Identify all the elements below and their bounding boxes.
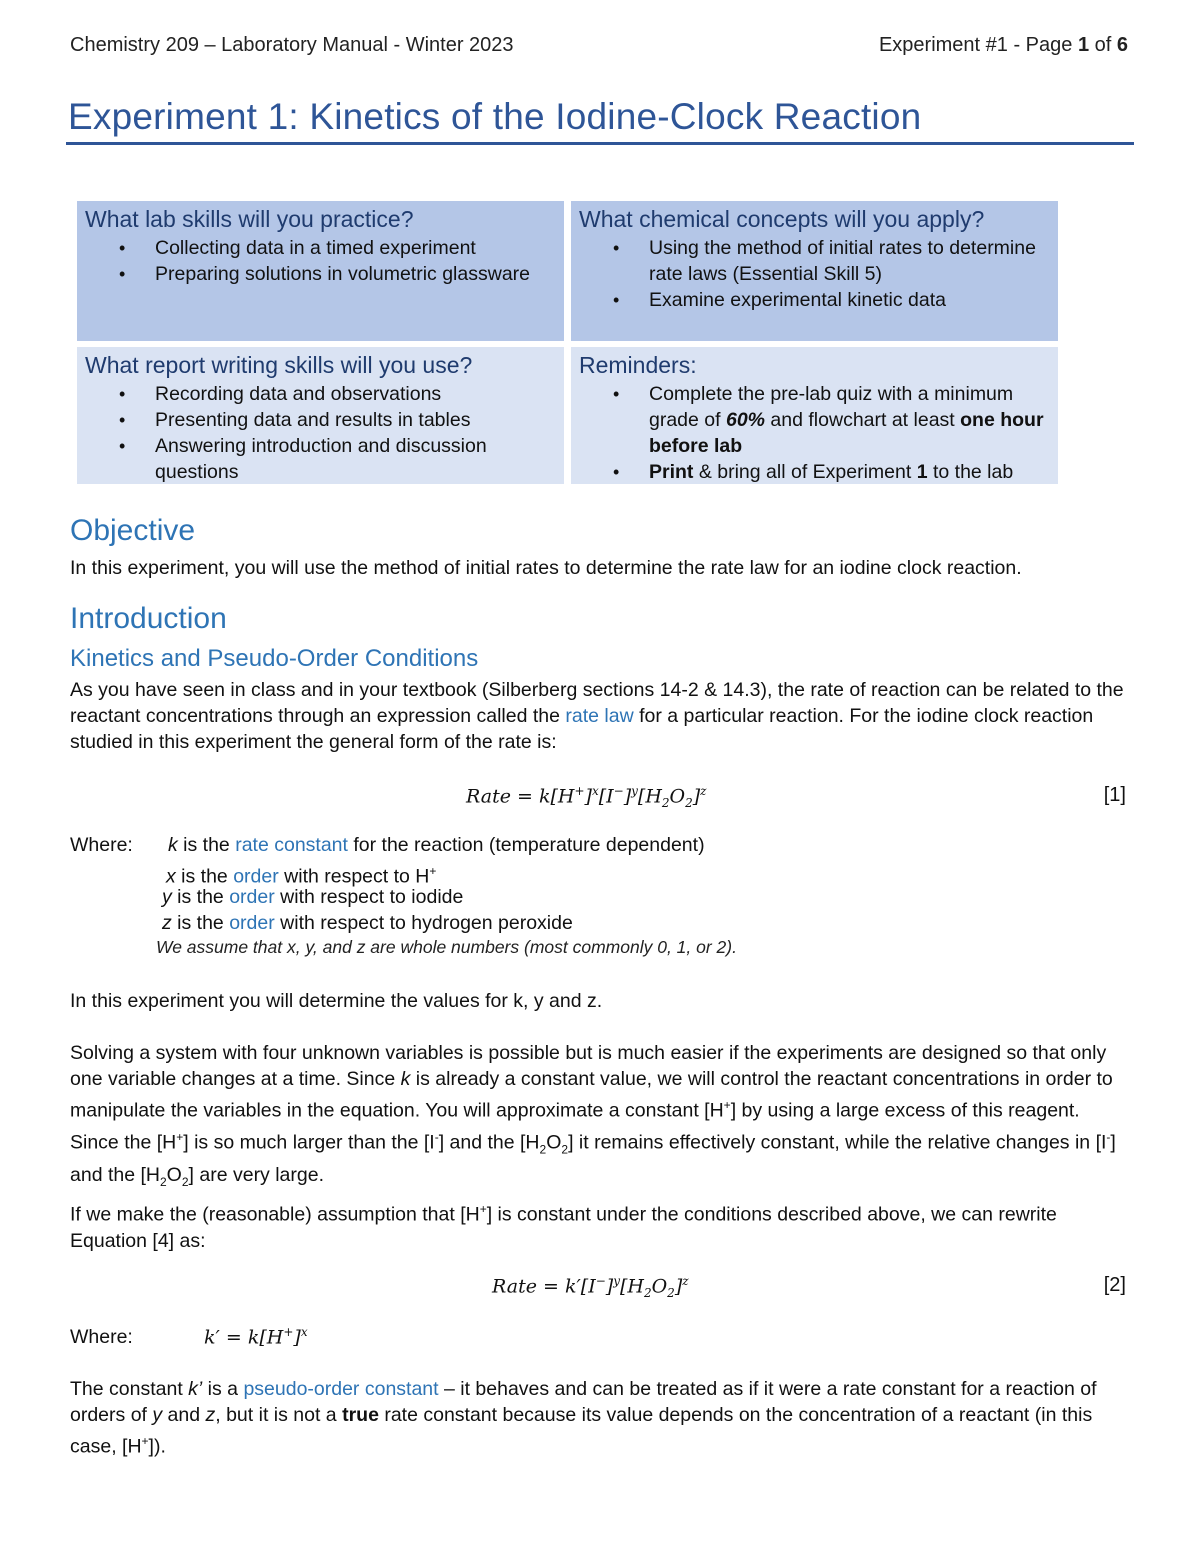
list-item: • Preparing solutions in volumetric glassware xyxy=(155,261,556,287)
lab-skills-list xyxy=(85,235,556,287)
assumption-note: We assume that x, y, and z are whole numbers (most commonly 0, 1, or 2). xyxy=(156,937,737,957)
lab-skills-heading: What lab skills will you practice? xyxy=(85,206,414,232)
list-item: • Collecting data in a timed experiment xyxy=(155,235,556,261)
list-item: • Recording data and observations xyxy=(155,381,556,407)
title-underline xyxy=(66,142,1134,145)
list-item: • Examine experimental kinetic data xyxy=(649,287,1050,313)
kinetics-subheading: Kinetics and Pseudo-Order Conditions xyxy=(70,645,479,672)
determine-values-paragraph: In this experiment you will determine the values for k, y and z. xyxy=(70,990,603,1012)
list-item: • Print & bring all of Experiment 1 to the lab xyxy=(649,459,1050,485)
lab-skills-box xyxy=(77,201,564,341)
assumption-paragraph: If we make the (reasonable) assumption that [H+] is constant under the conditions described above, we can rewrite Equation [4] as: xyxy=(70,1202,1057,1252)
list-item: • Using the method of initial rates to determine rate laws (Essential Skill 5) xyxy=(649,235,1050,287)
where-label-2: Where: xyxy=(70,1326,133,1348)
reminders-box xyxy=(571,347,1058,484)
rate-law-equation: Rate = $k[H^+]^x[I^-]^y[H_2O_2]^z$ xyxy=(466,784,707,811)
rate-law-paragraph: As you have seen in class and in your textbook (Silberberg sections 14-2 & 14.3), the rate of reaction can be related to the reactant concentrations through an expression called the rate law for a particular reaction. For the iodine clock reaction studied in this experiment the general form of the rate is: xyxy=(70,679,1124,753)
list-item: • Answering introduction and discussion questions xyxy=(155,433,556,485)
chemical-concepts-box xyxy=(571,201,1058,341)
where-label: Where: xyxy=(70,834,133,856)
list-item: • Presenting data and results in tables xyxy=(155,407,556,433)
reminders-list xyxy=(579,381,1050,485)
pseudo-rate-law-equation: Rate = $k'[I^-]^y[H_2O_2]^z$ xyxy=(492,1274,689,1301)
report-skills-box xyxy=(77,347,564,484)
report-skills-heading: What report writing skills will you use? xyxy=(85,352,473,378)
running-header-page: Experiment #1 - Page 1 of 6 xyxy=(878,34,1128,56)
running-header-course: Chemistry 209 – Laboratory Manual - Winter 2023 xyxy=(70,34,514,56)
definition-x: x is the order with respect to H+ xyxy=(166,864,437,888)
chemical-concepts-list xyxy=(579,235,1050,313)
objective-text: In this experiment, you will use the method of initial rates to determine the rate law for an iodine clock reaction. xyxy=(70,557,1022,579)
pseudo-constant-paragraph: The constant k’ is a pseudo-order constant – it behaves and can be treated as if it were a rate constant for a reaction of orders of y and z, but it is not a true rate constant because its value depends on the concentration of a reactant (in this case, [H+]). xyxy=(70,1378,1097,1458)
document-title: Experiment 1: Kinetics of the Iodine-Clock Reaction xyxy=(68,96,922,137)
list-item: • Complete the pre-lab quiz with a minimum grade of 60% and flowchart at least one hour before lab xyxy=(649,381,1050,459)
chemical-concepts-heading: What chemical concepts will you apply? xyxy=(579,206,985,232)
introduction-heading: Introduction xyxy=(70,602,227,635)
equation-number-1: [1] xyxy=(1103,784,1126,806)
pseudo-order-paragraph: Solving a system with four unknown variables is possible but is much easier if the experiments are designed so that only one variable changes at a time. Since k is already a constant value, we will control the reactant concentrations in order to manipulate the variables in the equation. You will approximate a constant [H+] by using a large excess of this reagent. Since the [H+] is so much larger than the [I-] and the $[H_2O_2]$ it remains effectively constant, while the relative changes in [I-] and the $[H_2O_2]$ are very large. xyxy=(70,1042,1116,1189)
equation-number-2: [2] xyxy=(1103,1274,1126,1296)
objective-heading: Objective xyxy=(70,514,196,547)
report-skills-list xyxy=(85,381,556,485)
reminders-heading: Reminders: xyxy=(579,352,697,378)
info-grid xyxy=(77,201,1058,484)
k-prime-definition: $k' = k[H^+]^x$ xyxy=(204,1325,308,1349)
definition-z: z is the order with respect to hydrogen peroxide xyxy=(162,912,573,934)
definition-y: y is the order with respect to iodide xyxy=(162,886,464,908)
definition-k: k is the rate constant for the reaction (temperature dependent) xyxy=(168,834,705,856)
